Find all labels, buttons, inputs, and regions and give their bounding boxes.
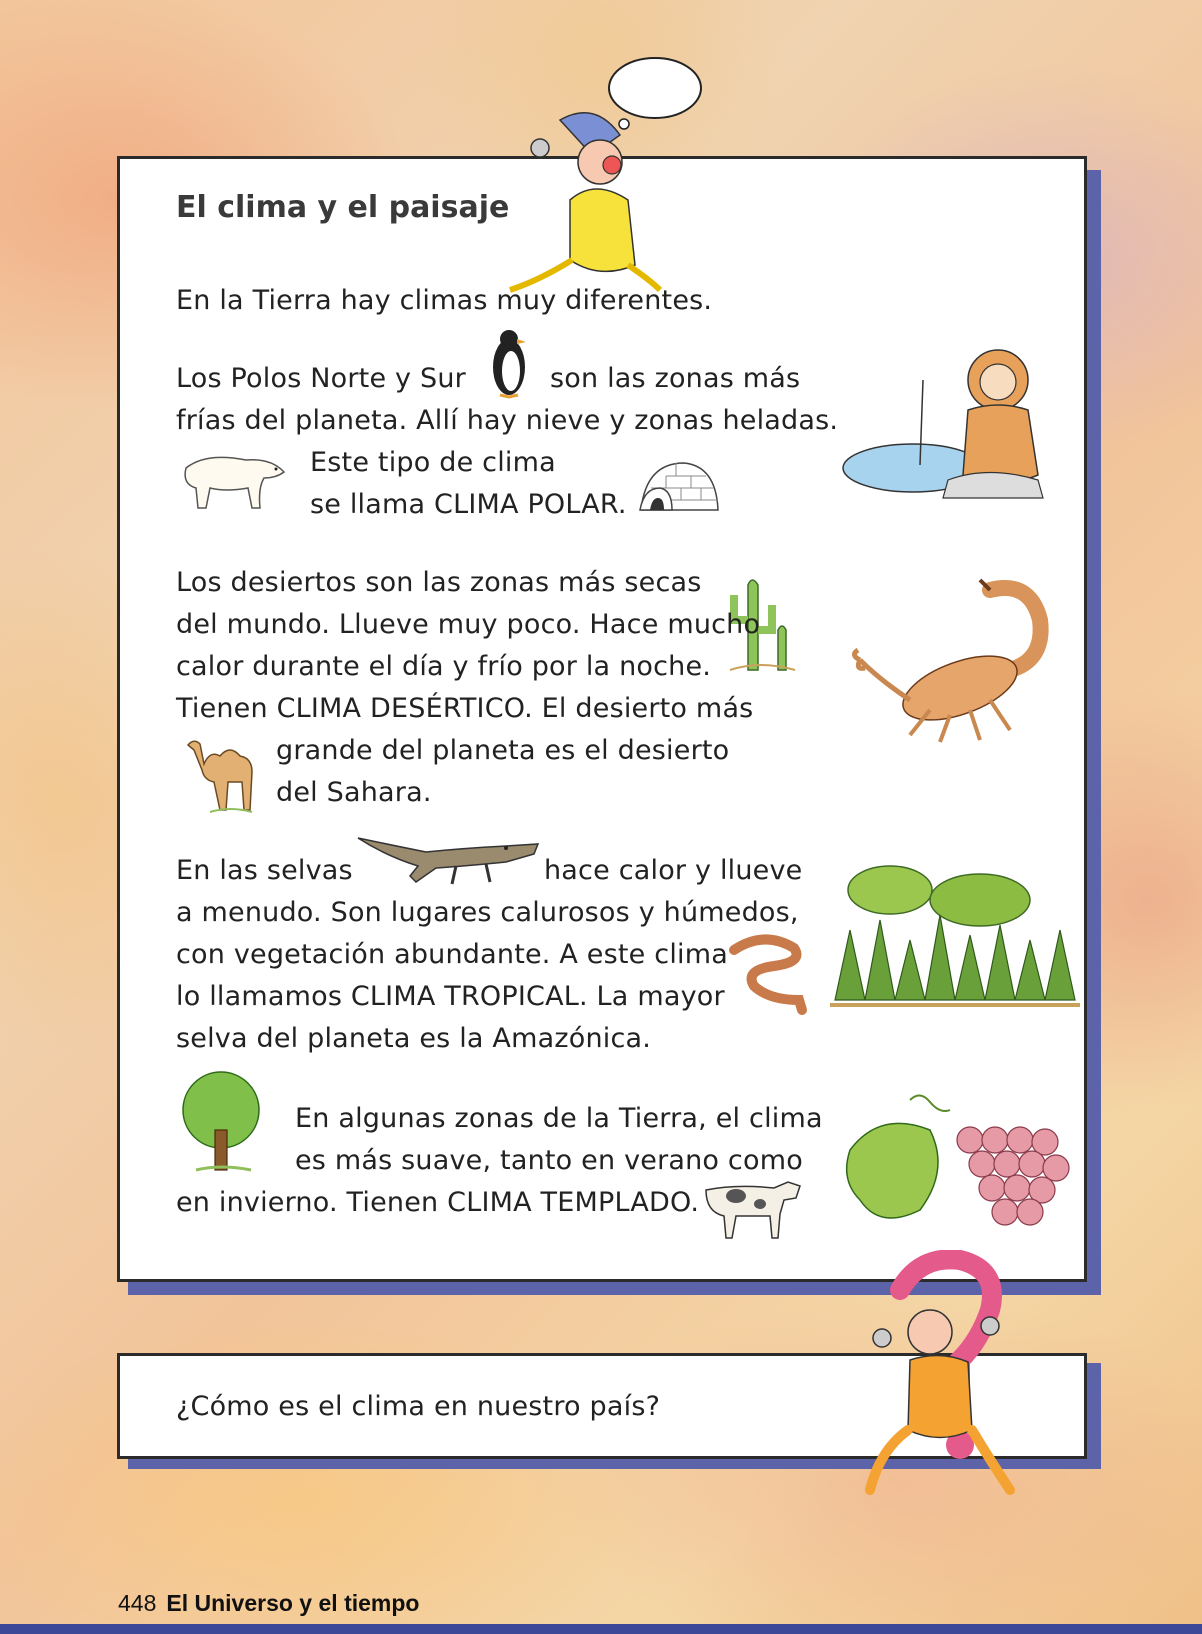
elf-question-mark-illustration	[860, 1250, 1030, 1510]
jungle-vegetation-illustration	[830, 860, 1080, 1010]
desert-line-5: grande del planeta es el desierto	[276, 735, 730, 766]
tropical-line-1a: En las selvas	[176, 855, 353, 886]
desert-line-2: del mundo. Llueve muy poco. Hace mucho	[176, 609, 761, 640]
camel-icon	[180, 730, 265, 815]
crocodile-icon	[356, 826, 541, 891]
page-title: El clima y el paisaje	[176, 190, 510, 225]
tropical-line-5: selva del planeta es la Amazónica.	[176, 1023, 652, 1054]
page-number: 448	[118, 1590, 157, 1616]
intro-text: En la Tierra hay climas muy diferentes.	[176, 285, 713, 316]
polar-line-1a: Los Polos Norte y Sur	[176, 363, 466, 394]
penguin-icon	[482, 325, 537, 400]
tropical-line-1b: hace calor y llueve	[544, 855, 803, 886]
temperate-line-1: En algunas zonas de la Tierra, el clima	[295, 1103, 823, 1134]
question-text: ¿Cómo es el clima en nuestro país?	[176, 1391, 661, 1422]
polar-line-4: se llama CLIMA POLAR.	[310, 489, 627, 520]
desert-line-3: calor durante el día y frío por la noche.	[176, 651, 712, 682]
snake-icon	[724, 930, 809, 1015]
desert-line-6: del Sahara.	[276, 777, 432, 808]
tree-icon	[166, 1070, 281, 1175]
section-title: El Universo y el tiempo	[166, 1590, 420, 1616]
bottom-bar	[0, 1624, 1202, 1634]
desert-line-4: Tienen CLIMA DESÉRTICO. El desierto más	[176, 693, 754, 724]
desert-line-1: Los desiertos son las zonas más secas	[176, 567, 702, 598]
polar-line-1b: son las zonas más	[550, 363, 801, 394]
eskimo-fishing-illustration	[838, 340, 1068, 500]
tropical-line-2: a menudo. Son lugares calurosos y húmedos,	[176, 897, 799, 928]
polar-line-2: frías del planeta. Allí hay nieve y zonas heladas.	[176, 405, 839, 436]
scorpion-illustration	[840, 570, 1060, 750]
page-footer	[118, 1590, 419, 1617]
temperate-line-2: es más suave, tanto en verano como	[295, 1145, 803, 1176]
tropical-line-3: con vegetación abundante. A este clima	[176, 939, 728, 970]
igloo-icon	[636, 458, 721, 513]
grape-vine-illustration	[840, 1090, 1080, 1240]
temperate-line-3: en invierno. Tienen CLIMA TEMPLADO.	[176, 1187, 700, 1218]
polar-bear-icon	[176, 448, 291, 513]
polar-line-3: Este tipo de clima	[310, 447, 556, 478]
elf-thinking-illustration	[500, 50, 710, 300]
tropical-line-4: lo llamamos CLIMA TROPICAL. La mayor	[176, 981, 725, 1012]
cow-icon	[696, 1172, 806, 1242]
